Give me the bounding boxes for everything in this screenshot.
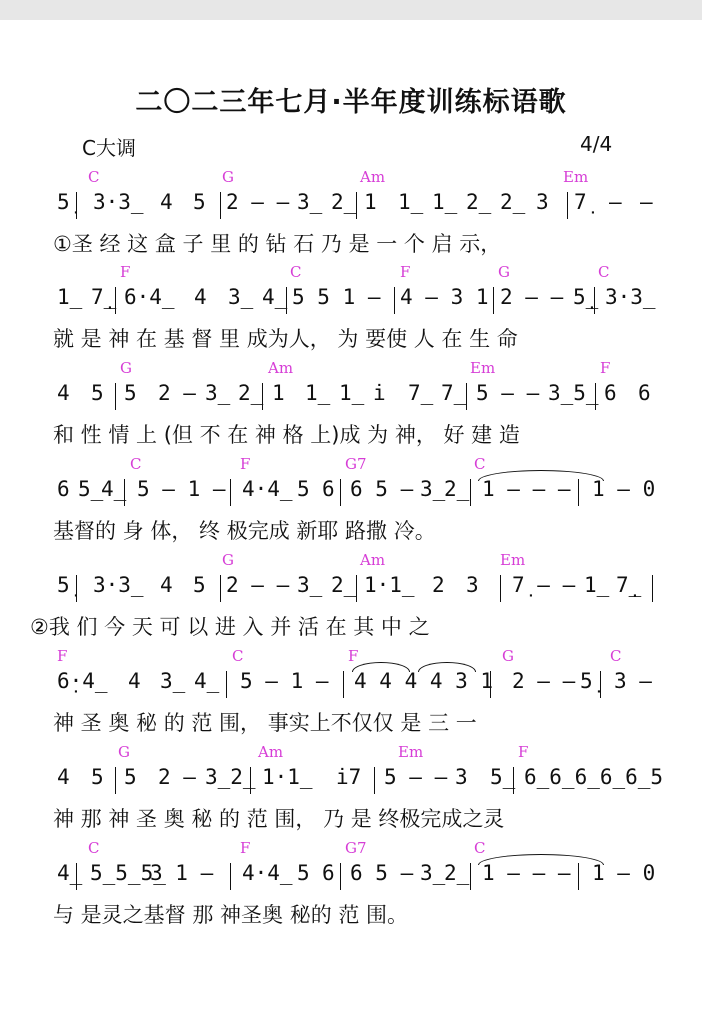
note: 6 — [57, 477, 70, 501]
barline — [220, 192, 221, 219]
note: 2 – – — [512, 669, 576, 693]
chord-symbol: C — [88, 839, 100, 857]
note: 5̣ — [57, 573, 70, 597]
barline — [374, 767, 375, 794]
lyrics: 基督的 身 体， 终 极完成 新耶 路撒 冷。 — [53, 519, 436, 543]
barline — [652, 575, 653, 602]
note: 2̲ — [466, 190, 492, 214]
note: i̇ — [373, 381, 386, 405]
chord-symbol: Am — [268, 359, 294, 377]
note: 7̲ — [441, 381, 467, 405]
note: 3 — [455, 765, 468, 789]
note: 4 4 4 4 3 1 — [354, 669, 494, 693]
barline — [594, 287, 595, 314]
note: 3 1 – — [150, 861, 214, 885]
note: 3̲ — [297, 190, 323, 214]
note: 3̲ — [228, 285, 254, 309]
chord-symbol: C — [474, 839, 486, 857]
score-line — [0, 839, 702, 929]
barline — [470, 863, 471, 890]
barline — [76, 575, 77, 602]
note: 1·1̲ — [262, 765, 313, 789]
chord-symbol: C — [598, 263, 610, 281]
barline — [470, 479, 471, 506]
note: 3̲ — [160, 669, 186, 693]
note: 4 — [160, 190, 173, 214]
barline — [115, 287, 116, 314]
chord-symbol: F — [400, 263, 411, 281]
chord-symbol: G — [118, 743, 130, 761]
note: 6̲6̲6̲6̲6̲5 — [524, 765, 664, 789]
note: 2̲ — [331, 573, 357, 597]
note: 4̲ — [57, 861, 83, 885]
chord-symbol: G7 — [345, 455, 367, 473]
barline — [76, 192, 77, 219]
note: 4 — [57, 381, 70, 405]
chord-symbol: F — [348, 647, 359, 665]
barline — [343, 671, 344, 698]
note: 3·3̲ — [93, 573, 144, 597]
note: 2 – — [158, 381, 196, 405]
barline — [115, 383, 116, 410]
barline — [356, 575, 357, 602]
chord-symbol: C — [290, 263, 302, 281]
note: 5 – – — [384, 765, 448, 789]
note: 2̲ — [444, 861, 470, 885]
note: 1̲ — [305, 381, 331, 405]
score-line — [0, 455, 702, 545]
barline — [466, 383, 467, 410]
note: 5̲5̲5̲ — [90, 861, 166, 885]
chord-symbol: G — [502, 647, 514, 665]
note: 5 – – — [476, 381, 540, 405]
note: 1 — [364, 190, 377, 214]
score-line — [0, 359, 702, 449]
tie-arc — [478, 470, 604, 481]
note: i̇7 — [336, 765, 362, 789]
note: 2 – – — [500, 285, 564, 309]
note: 3·3̲ — [605, 285, 656, 309]
barline — [490, 671, 491, 698]
chord-symbol: G — [222, 551, 234, 569]
chord-symbol: G7 — [345, 839, 367, 857]
note: 5 — [193, 190, 206, 214]
chord-symbol: Em — [398, 743, 424, 761]
note: 2̲ — [444, 477, 470, 501]
note: 7̣̲ — [91, 285, 117, 309]
lyrics: 就 是 神 在 基 督 里 成为人， 为 要使 人 在 生 命 — [53, 327, 518, 351]
note: 4 — [57, 765, 70, 789]
note: 7̣ — [574, 190, 587, 214]
barline — [340, 479, 341, 506]
note: 4·4̲ — [242, 477, 293, 501]
note: 2 – – — [226, 190, 290, 214]
barline — [230, 863, 231, 890]
note: 5 — [124, 381, 137, 405]
chord-symbol: Em — [563, 168, 589, 186]
note: 1 – – – — [482, 861, 571, 885]
chord-symbol: C — [88, 168, 100, 186]
chord-symbol: F — [600, 359, 611, 377]
note: – — [640, 190, 653, 214]
lyrics: 和 性 情 上 (但 不 在 神 格 上)成 为 神， 好 建 造 — [53, 423, 520, 447]
note: 6·4̲ — [124, 285, 175, 309]
barline — [578, 479, 579, 506]
note: 2̲ — [238, 381, 264, 405]
note: 1 – – – — [482, 477, 571, 501]
barline — [76, 863, 77, 890]
note: 3 — [466, 573, 479, 597]
chord-symbol: G — [120, 359, 132, 377]
score-line — [0, 551, 702, 641]
barline — [115, 767, 116, 794]
note: 3̲2̲ — [205, 765, 256, 789]
note: 1̲ — [339, 381, 365, 405]
chord-symbol: F — [57, 647, 68, 665]
note: 6 5 – — [350, 861, 414, 885]
note: 1 – 0 — [592, 861, 656, 885]
note: 6 — [322, 861, 335, 885]
barline — [394, 287, 395, 314]
score-line — [0, 168, 702, 258]
chord-symbol: G — [222, 168, 234, 186]
triplet-arc — [352, 662, 410, 672]
barline — [340, 863, 341, 890]
note: 2 — [432, 573, 445, 597]
note: – — [609, 190, 622, 214]
note: 2 – – — [226, 573, 290, 597]
note: 1̲ — [584, 573, 610, 597]
note: 5̣̲ — [573, 285, 599, 309]
lyrics: 神 那 神 圣 奥 秘 的 范 围， 乃 是 终极完成之灵 — [53, 807, 505, 831]
note: 5 — [297, 861, 310, 885]
lyrics: ①圣 经 这 盒 子 里 的 钻 石 乃 是 一 个 启 示， — [53, 232, 502, 256]
note: 4 — [194, 285, 207, 309]
note: 6̣·4̲ — [57, 669, 108, 693]
score-line — [0, 743, 702, 833]
lyrics: 神 圣 奥 秘 的 范 围， 事实上不仅仅 是 三 一 — [53, 711, 477, 735]
note: 3 – — [614, 669, 652, 693]
chord-symbol: C — [474, 455, 486, 473]
barline — [600, 671, 601, 698]
triplet-arc — [418, 662, 476, 672]
barline — [220, 575, 221, 602]
barline — [595, 383, 596, 410]
note: 4 – 3 1 — [400, 285, 489, 309]
chord-symbol: Em — [470, 359, 496, 377]
barline — [500, 575, 501, 602]
lyrics: 与 是灵之基督 那 神圣奥 秘的 范 围。 — [53, 903, 409, 927]
note: 3̲ — [205, 381, 231, 405]
chord-symbol: F — [120, 263, 131, 281]
note: 2̲ — [331, 190, 357, 214]
note: 5 5 1 – — [292, 285, 381, 309]
chord-symbol: C — [130, 455, 142, 473]
note: 4̲ — [262, 285, 288, 309]
note: 2̲ — [500, 190, 526, 214]
note: 5 – 1 – — [137, 477, 226, 501]
note: 5 — [297, 477, 310, 501]
note: 5̲ — [78, 477, 104, 501]
note: 3·3̲ — [93, 190, 144, 214]
note: 4 — [128, 669, 141, 693]
chord-symbol: C — [610, 647, 622, 665]
barline — [286, 287, 287, 314]
chord-symbol: F — [240, 455, 251, 473]
note: 6 — [604, 381, 617, 405]
chord-symbol: C — [232, 647, 244, 665]
barline — [226, 671, 227, 698]
barline — [356, 192, 357, 219]
note: 4̲ — [194, 669, 220, 693]
note: 2 – — [158, 765, 196, 789]
note: 7̲ — [408, 381, 434, 405]
top-status-bar — [0, 0, 702, 20]
note: 5 — [91, 765, 104, 789]
note: 5 — [124, 765, 137, 789]
tie-arc — [478, 854, 604, 865]
barline — [578, 863, 579, 890]
note: 1·1̲ — [364, 573, 415, 597]
barline — [513, 767, 514, 794]
barline — [124, 479, 125, 506]
chord-symbol: Am — [360, 168, 386, 186]
note: 6 — [322, 477, 335, 501]
note: 5̣ — [580, 669, 593, 693]
song-title: 二〇二三年七月·半年度训练标语歌 — [135, 87, 567, 118]
note: 3 — [536, 190, 549, 214]
time-signature: 4/4 — [580, 132, 613, 156]
note: 4 — [160, 573, 173, 597]
note: 5 — [91, 381, 104, 405]
note: 1 – 0 — [592, 477, 656, 501]
key-signature: C大调 — [82, 136, 136, 160]
note: 3̲5̲ — [548, 381, 599, 405]
note: 6 — [638, 381, 651, 405]
note: 1 — [272, 381, 285, 405]
note: 3̲ — [420, 477, 446, 501]
note: 3̲ — [420, 861, 446, 885]
chord-symbol: Em — [500, 551, 526, 569]
barline — [230, 479, 231, 506]
barline — [493, 287, 494, 314]
note: 3̲ — [297, 573, 323, 597]
chord-symbol: G — [498, 263, 510, 281]
note: 5̲ — [490, 765, 516, 789]
score-line — [0, 263, 702, 353]
chord-symbol: Am — [258, 743, 284, 761]
note: 7̣ – – — [512, 573, 576, 597]
note: 4̲ — [101, 477, 127, 501]
chord-symbol: F — [240, 839, 251, 857]
chord-symbol: Am — [360, 551, 386, 569]
barline — [262, 383, 263, 410]
barline — [567, 192, 568, 219]
chord-symbol: F — [518, 743, 529, 761]
note: 1̲ — [57, 285, 83, 309]
note: 7̣̲ — [616, 573, 642, 597]
note: 5 — [193, 573, 206, 597]
note: 4·4̲ — [242, 861, 293, 885]
note: 1̲ — [398, 190, 424, 214]
barline — [250, 767, 251, 794]
note: 5 – 1 – — [240, 669, 329, 693]
note: 5̣ — [57, 190, 70, 214]
lyrics: ②我 们 今 天 可 以 进 入 并 活 在 其 中 之 — [30, 615, 430, 639]
note: 1̲ — [432, 190, 458, 214]
note: 6 5 – — [350, 477, 414, 501]
score-line — [0, 647, 702, 737]
